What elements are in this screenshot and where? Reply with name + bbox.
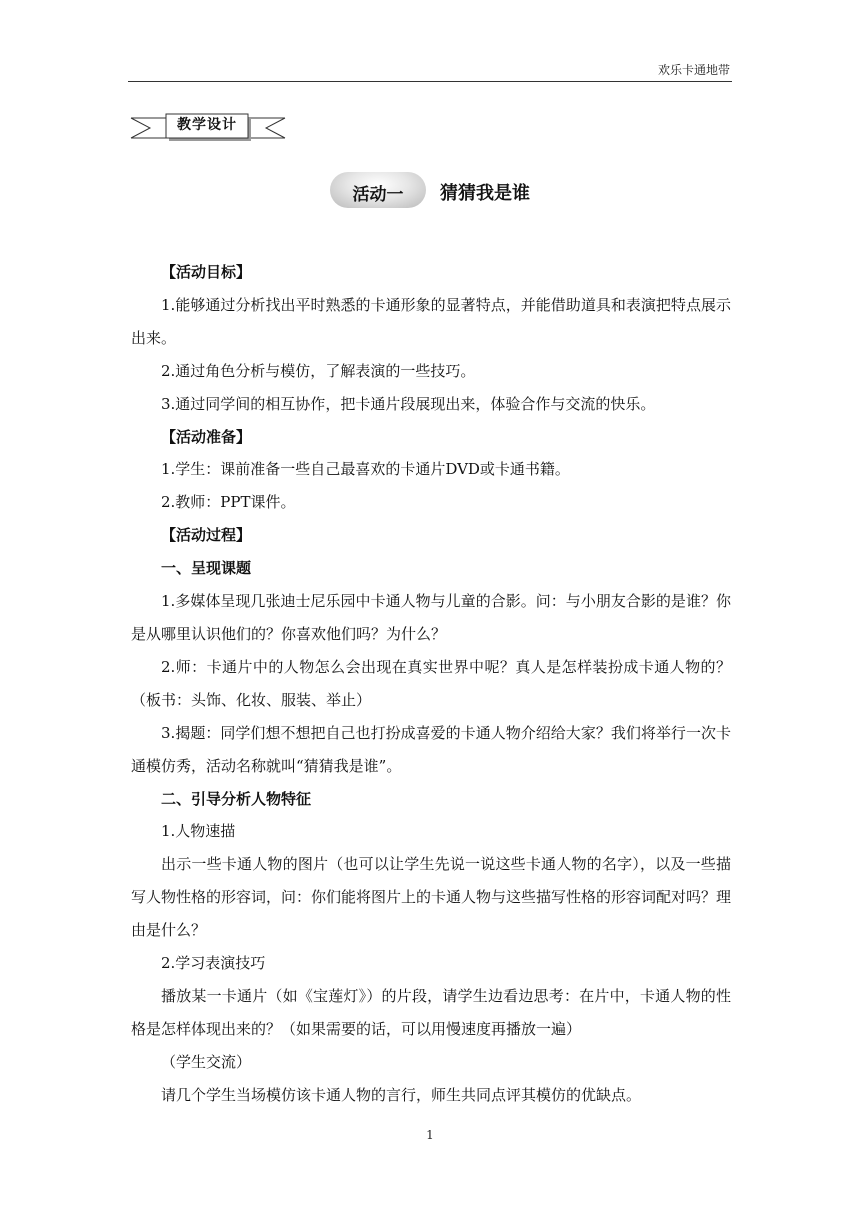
body-paragraph: 3.通过同学间的相互协作，把卡通片段展现出来，体验合作与交流的快乐。 xyxy=(161,394,656,413)
body-paragraph: 2.学习表演技巧 xyxy=(161,954,266,973)
subsection-heading: 一、呈现课题 xyxy=(161,559,252,578)
body-paragraph: 1.人物速描 xyxy=(161,822,236,841)
activity-title xyxy=(330,170,570,210)
body-paragraph: 2.通过角色分析与模仿，了解表演的一些技巧。 xyxy=(161,361,476,380)
section-banner xyxy=(128,108,288,144)
body-paragraph: 2.教师：PPT课件。 xyxy=(161,493,296,512)
body-paragraph: 出示一些卡通人物的图片（也可以让学生先说一说这些卡通人物的名字），以及一些描写人物性格的形容词，问：你们能将图片上的卡通人物与这些描写性格的形容词配对吗？理由是什么？ xyxy=(131,855,732,940)
body-paragraph: 1.能够通过分析找出平时熟悉的卡通形象的显著特点，并能借助道具和表演把特点展示出来。 xyxy=(131,295,731,347)
page-number: 1 xyxy=(426,1128,434,1142)
body-paragraph: 播放某一卡通片（如《宝莲灯》）的片段，请学生边看边思考：在片中，卡通人物的性格是怎样体现出来的？（如果需要的话，可以用慢速度再播放一遍） xyxy=(131,986,731,1038)
running-header: 欢乐卡通地带 xyxy=(657,63,730,77)
body-paragraph: 3.揭题：同学们想不想把自己也打扮成喜爱的卡通人物介绍给大家？我们将举行一次卡通模仿秀，活动名称就叫“猜猜我是谁”。 xyxy=(131,723,731,775)
body-paragraph: 1.多媒体呈现几张迪士尼乐园中卡通人物与儿童的合影。问：与小朋友合影的是谁？你是从哪里认识他们的？你喜欢他们吗？为什么？ xyxy=(131,592,731,643)
body-paragraph: 2.师：卡通片中的人物怎么会出现在真实世界中呢？真人是怎样装扮成卡通人物的？（板书：头饰、化妆、服装、举止） xyxy=(131,657,731,709)
section-heading: 【活动过程】 xyxy=(161,526,252,545)
activity-name: 猜猜我是谁 xyxy=(440,183,530,204)
activity-number: 活动一 xyxy=(352,185,404,205)
subsection-heading: 二、引导分析人物特征 xyxy=(161,789,312,808)
body-paragraph: 1.学生：课前准备一些自己最喜欢的卡通片DVD或卡通书籍。 xyxy=(161,460,570,479)
header-rule xyxy=(128,81,732,82)
body-paragraph: 请几个学生当场模仿该卡通人物的言行，师生共同点评其模仿的优缺点。 xyxy=(161,1085,642,1104)
section-heading: 【活动目标】 xyxy=(161,263,252,281)
banner-label: 教学设计 xyxy=(177,117,237,133)
section-heading: 【活动准备】 xyxy=(161,427,252,446)
lesson-content xyxy=(131,256,731,1112)
body-paragraph: （学生交流） xyxy=(161,1052,252,1071)
